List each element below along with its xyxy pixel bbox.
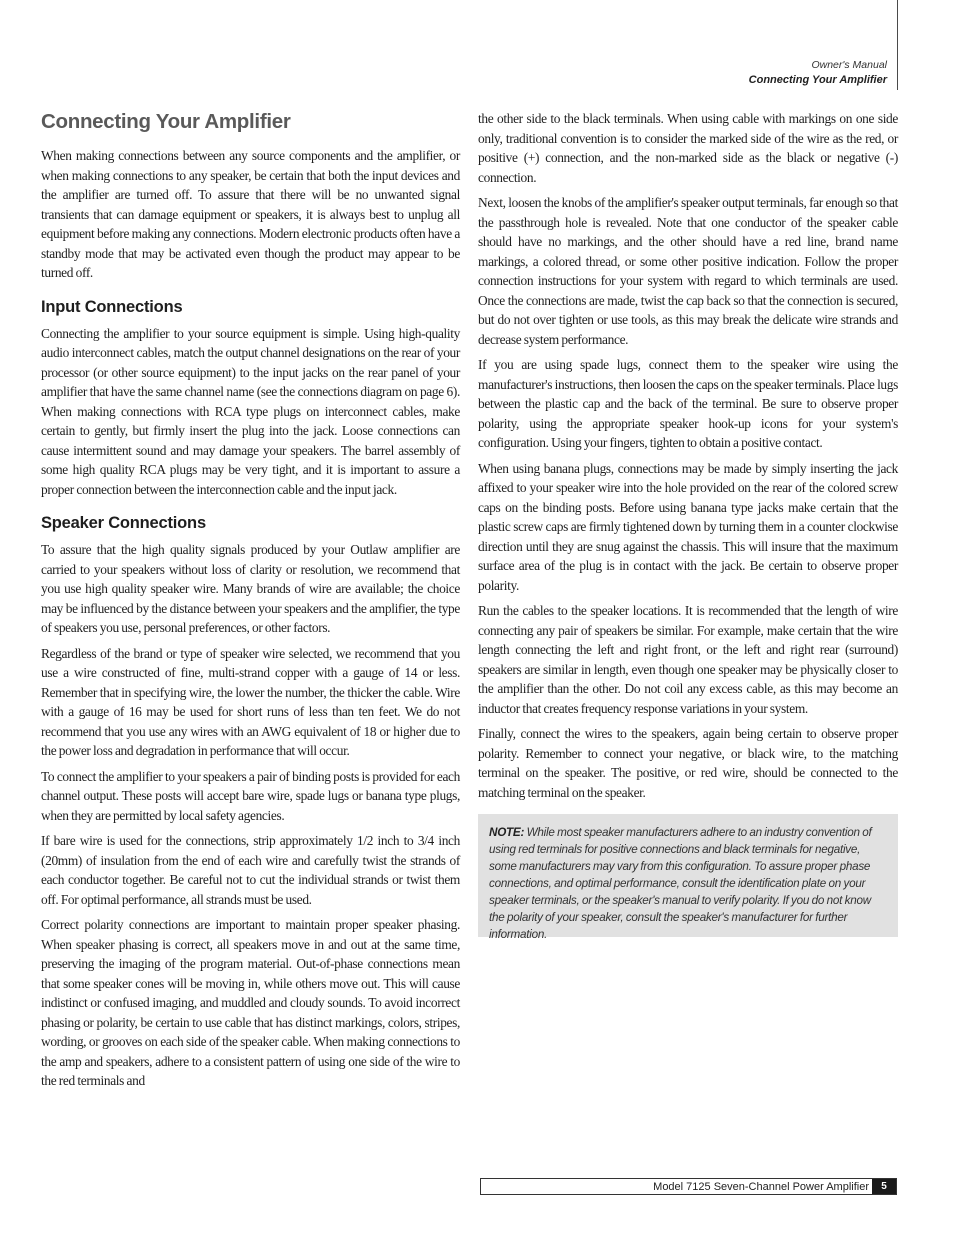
right-paragraph: Finally, connect the wires to the speakers, again being certain to observe proper polarity. Remember to connect your negative, or black wire, to the matching terminal on the speaker. The positive, or red wire, should be connected to the matching terminal on the speaker. xyxy=(478,726,898,800)
running-header xyxy=(749,58,887,88)
note-box xyxy=(478,814,898,941)
speaker-paragraph: To assure that the high quality signals produced by your Outlaw amplifier are carried to your speakers without loss of clarity or resolution, we recommend that you use high quality speaker wire. Many brands of wire are available; the choice may be influenced by the distance between your speakers and the amplifier, the type of speakers you use, personal preferences, or other factors. xyxy=(41,542,460,635)
speaker-paragraph: To connect the amplifier to your speakers a pair of binding posts is provided for each channel output. These posts will accept bare wire, spade lugs or banana type plugs, when they are permitted by local safety agencies. xyxy=(41,768,460,823)
right-paragraph: Next, loosen the knobs of the amplifier's speaker output terminals, far enough so that the passthrough hole is revealed. Note that one conductor of the speaker cable should have no markings, and the other should have a red line, brand name markings, a colored thread, or some other positive indication. Follow the proper connection instructions for your system with regard to which terminals are used. Once the connections are made, twist the cap back so that the connection is secured, but do not over tighten or use tools, as this may break the delicate wire strands and decrease system performance. xyxy=(478,195,898,347)
page-title: Connecting Your Amplifier xyxy=(41,110,291,133)
right-paragraph: If you are using spade lugs, connect them to the speaker wire using the manufacturer's instructions, then loosen the caps on the speaker terminals. Place lugs between the plastic cap and the back of the terminal. Be sure to observe proper polarity, using the appropriate speaker hook-up icons for your system's configuration. Using your fingers, tighten to obtain a positive contact. xyxy=(478,357,898,450)
right-paragraph: Run the cables to the speaker locations. It is recommended that the length of wire connecting any pair of speakers be similar. For example, make certain that the wire length connecting the left and right front, or the left and right rear (surround) speakers are similar in length, even though one speaker may be physically closer to the amplifier than the other. Do not coil any excess cable, as this may become an inductor that creates frequency response variations in your system. xyxy=(478,603,898,716)
input-connections-heading: Input Connections xyxy=(41,297,183,316)
page-number: 5 xyxy=(872,1179,896,1194)
page-footer xyxy=(480,1178,897,1195)
right-column xyxy=(478,109,898,941)
speaker-paragraph: If bare wire is used for the connections, strip approximately 1/2 inch to 3/4 inch (20mm) of insulation from the end of each wire and carefully twist the strands of each conductor together. Be careful not to cut the individual strands or twist them off. For optimal performance, all strands must be used. xyxy=(41,833,460,907)
manual-label: Owner's Manual xyxy=(811,59,887,71)
header-rule xyxy=(897,0,898,90)
right-paragraph: When using banana plugs, connections may be made by simply inserting the jack affixed to your speaker wire into the hole provided on the rear of the colored screw caps on the binding posts. Before using banana type jacks make certain that the plastic screw caps are firmly tightened down by turning them in a counter clockwise direction until they are snug against the chassis. This will insure that the maximum surface area of the plug is in contact with the jack. Be certain to observe proper polarity. xyxy=(478,460,898,593)
left-column xyxy=(41,109,460,1097)
right-paragraph: the other side to the black terminals. When using cable with markings on one side only, traditional convention is to consider the marked side of the wire as the red, or positive (+) connection, and the non-marked side as the black or negative (-) connection. xyxy=(478,111,898,185)
note-text-block xyxy=(489,824,876,943)
section-label: Connecting Your Amplifier xyxy=(748,74,887,86)
input-connections-paragraph: Connecting the amplifier to your source equipment is simple. Using high-quality audio interconnect cables, match the output channel designations on the rear of your processor (or other source equipment) to the input jacks on the rear panel of your amplifier that have the same channel name (see the connections diagram on page 6). When making connections with RCA type plugs on interconnect cables, make certain to gently, but firmly insert the plug into the jack. Loose connections can cause intermittent sound and may damage your speakers. The barrel assembly of some high quality RCA plugs may be very tight, and it is important to assure a proper connection between the interconnection cable and the input jack. xyxy=(41,325,460,497)
speaker-paragraph: Correct polarity connections are important to maintain proper speaker phasing. When speaker phasing is correct, all speakers move in and out at the same time, preserving the imaging of the program material. Out-of-phase connections mean that some speaker cones will be moving in, while others move out. This will cause indistinct or confused imaging, and muddled and cloudy sounds. To avoid incorrect phasing or polarity, be certain to use cable that has distinct markings, colors, stripes, wording, or grooves on each side of the speaker cable. When making connections to the amp and speakers, adhere to a consistent pattern of using one side of the wire to the red terminals and xyxy=(41,917,460,1088)
speaker-connections-heading: Speaker Connections xyxy=(41,514,206,532)
note-label: NOTE: xyxy=(489,826,525,839)
speaker-paragraph: Regardless of the brand or type of speaker wire selected, we recommend that you use a wire constructed of fine, multi-strand copper with a gauge of 14 or less. Remember that in specifying wire, the lower the number, the thicker the cable. Wire with a gauge of 16 may be used for short runs of less than ten feet. We do not recommend that you use any wires with an AWG equivalent of 18 or higher due to the power loss and degradation in performance that will occur. xyxy=(41,645,460,758)
intro-paragraph: When making connections between any source components and the amplifier, or when making connections to any speaker, be certain that both the input devices and the amplifier are turned off. To assure that there will be no unwanted signal transients that can damage equipment or speakers, it is always best to unplug all equipment before making any connections. Modern electronic products often have a standby mode that may be activated even though the product may appear to be turned off. xyxy=(41,148,460,280)
note-text: While most speaker manufacturers adhere to an industry convention of using red terminals for positive connections and black terminals for negative, some manufacturers may vary from this configuration. To assure proper phase connections, and optimal performance, consult the identification plate on your speaker terminals, or the speaker's manual to verify polarity. If you do not know the polarity of your speaker, consult the speaker's manufacturer for further information. xyxy=(489,826,872,941)
footer-model: Model 7125 Seven-Channel Power Amplifier xyxy=(653,1181,869,1193)
